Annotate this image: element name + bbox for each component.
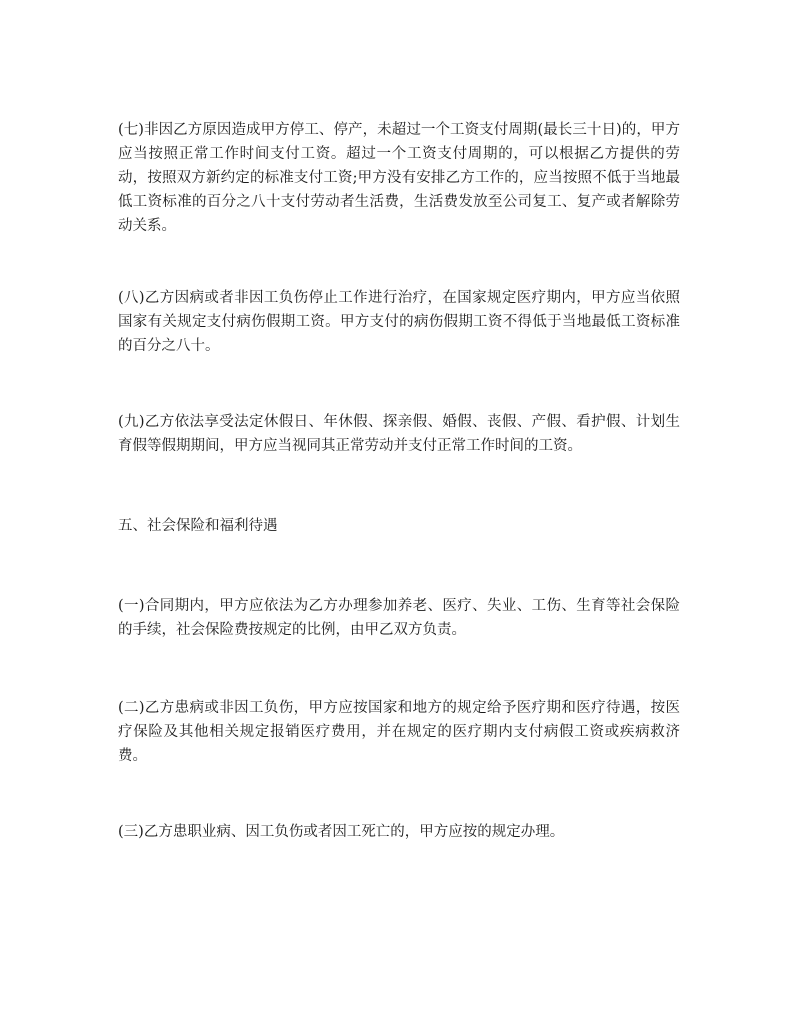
section-heading: 五、社会保险和福利待遇	[118, 518, 278, 534]
paragraph-item-7: (七)非因乙方原因造成甲方停工、停产，未超过一个工资支付周期(最长三十日)的，甲方应当按照正常工作时间支付工资。超过一个工资支付周期的，可以根据乙方提供的劳动，按照双方新约定的标准支付工资;甲方没有安排乙方工作的，应当按照不低于当地最低工资标准的百分之八十支付劳动者生活费，生活费发放至公司复工、复产或者解除劳动关系。	[118, 122, 680, 234]
paragraph-item-2: (二)乙方患病或非因工负伤，甲方应按国家和地方的规定给予医疗期和医疗待遇，按医疗保险及其他相关规定报销医疗费用，并在规定的医疗期内支付病假工资或疾病救济费。	[118, 700, 680, 764]
paragraph-item-9: (九)乙方依法享受法定休假日、年休假、探亲假、婚假、丧假、产假、看护假、计划生育假等假期期间，甲方应当视同其正常劳动并支付正常工作时间的工资。	[118, 414, 680, 454]
paragraph-item-8: (八)乙方因病或者非因工负伤停止工作进行治疗，在国家规定医疗期内，甲方应当依照国家有关规定支付病伤假期工资。甲方支付的病伤假期工资不得低于当地最低工资标准的百分之八十。	[118, 290, 680, 354]
paragraph-item-1: (一)合同期内，甲方应依法为乙方办理参加养老、医疗、失业、工伤、生育等社会保险的手续，社会保险费按规定的比例，由甲乙双方负责。	[118, 598, 680, 638]
paragraph-item-3: (三)乙方患职业病、因工负伤或者因工死亡的，甲方应按的规定办理。	[118, 824, 565, 840]
